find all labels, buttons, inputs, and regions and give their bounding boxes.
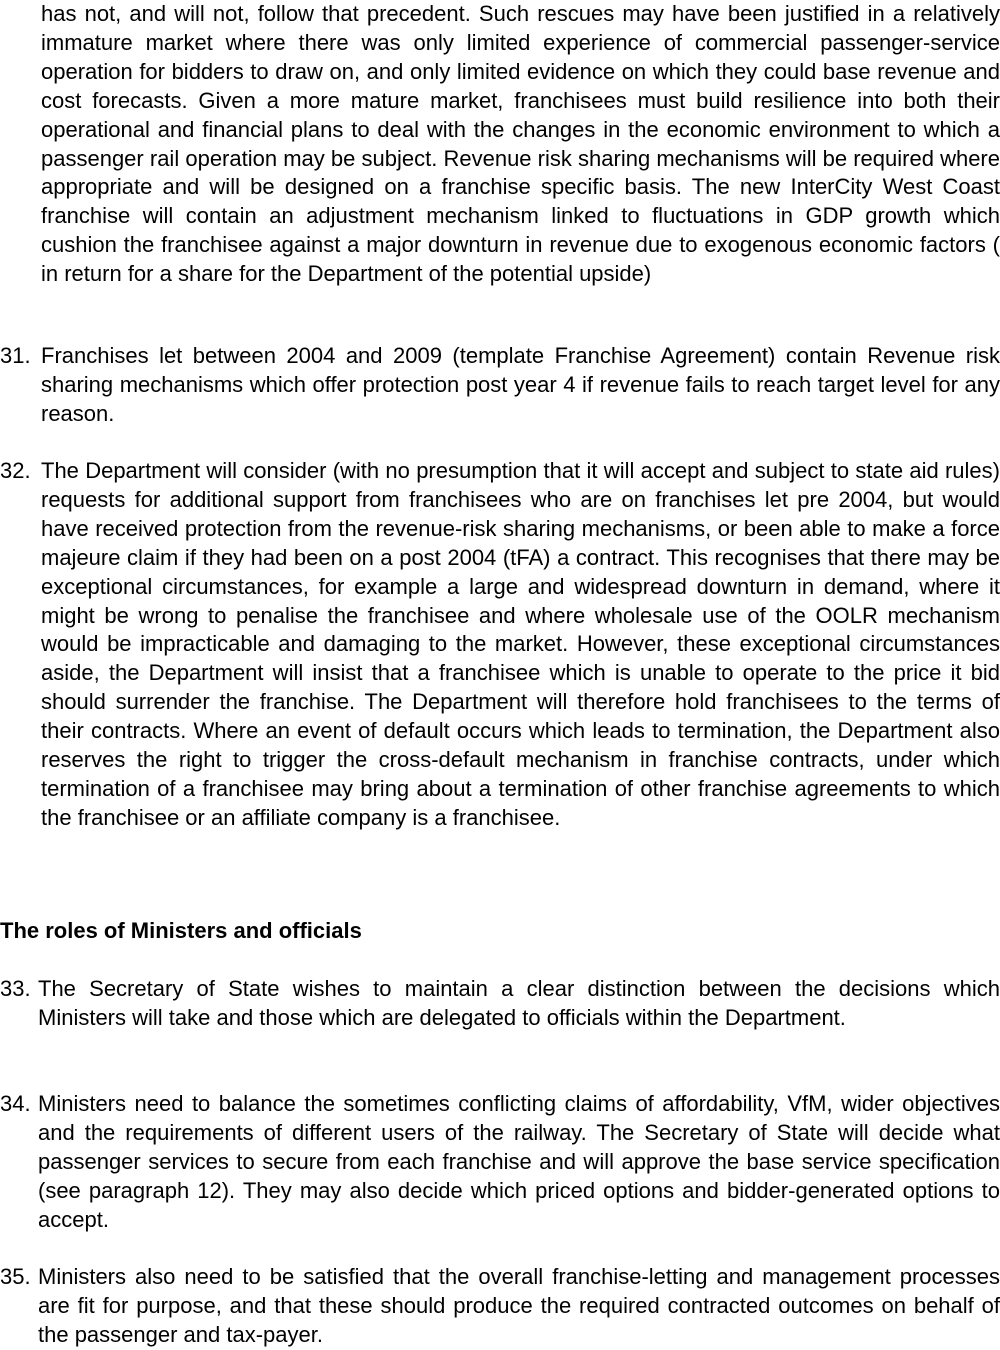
- paragraph-number: 33.: [0, 976, 31, 1001]
- paragraph-text: Ministers also need to be satisfied that the overall franchise-letting and management processes are fit for purpose, and that these should produce the required contracted outcomes on behalf of the passenger and tax-payer.: [38, 1264, 1000, 1347]
- paragraph-32: [0, 457, 1000, 833]
- paragraph-number: 35.: [0, 1264, 31, 1289]
- paragraph-35: [0, 1263, 1000, 1350]
- paragraph-text: The Secretary of State wishes to maintain a clear distinction between the decisions which Ministers will take and those which are delegated to officials within the Department.: [38, 976, 1000, 1030]
- paragraph-number: 32.: [0, 458, 31, 483]
- paragraph-text: has not, and will not, follow that precedent. Such rescues may have been justified in a relatively immature market where there was only limited experience of commercial passenger-service operation for bidders to draw on, and only limited evidence on which they could base revenue and cost forecasts. Given a more mature market, franchisees must build resilience into both their operational and financial plans to deal with the changes in the economic environment to which a passenger rail operation may be subject. Revenue risk sharing mechanisms will be required where appropriate and will be designed on a franchise specific basis. The new InterCity West Coast franchise will contain an adjustment mechanism linked to fluctuations in GDP growth which cushion the franchisee against a major downturn in revenue due to exogenous economic factors ( in return for a share for the Department of the potential upside): [41, 1, 1000, 287]
- paragraph-30-continuation: [0, 0, 1000, 289]
- paragraph-34: [0, 1090, 1000, 1235]
- paragraph-text: Franchises let between 2004 and 2009 (template Franchise Agreement) contain Revenue risk sharing mechanisms which offer protection post year 4 if revenue fails to reach target level for any reason.: [41, 343, 1000, 426]
- paragraph-number: 34.: [0, 1091, 31, 1116]
- paragraph-33: [0, 975, 1000, 1033]
- paragraph-text: The Department will consider (with no presumption that it will accept and subject to state aid rules) requests for additional support from franchisees who are on franchises let pre 2004, but would have received protection from the revenue-risk sharing mechanisms, or been able to make a force majeure claim if they had been on a post 2004 (tFA) a contract. This recognises that there may be exceptional circumstances, for example a large and widespread downturn in demand, where it might be wrong to penalise the franchisee and where wholesale use of the OOLR mechanism would be impracticable and damaging to the market. However, these exceptional circumstances aside, the Department will insist that a franchisee which is unable to operate to the price it bid should surrender the franchise. The Department will therefore hold franchisees to the terms of their contracts. Where an event of default occurs which leads to termination, the Department also reserves the right to trigger the cross-default mechanism in franchise contracts, under which termination of a franchisee may bring about a termination of other franchise agreements to which the franchisee or an affiliate company is a franchisee.: [41, 458, 1000, 830]
- paragraph-number: 31.: [0, 343, 31, 368]
- section-heading: The roles of Ministers and officials: [0, 918, 362, 943]
- paragraph-text: Ministers need to balance the sometimes conflicting claims of affordability, VfM, wider objectives and the requirements of different users of the railway. The Secretary of State will decide what passenger services to secure from each franchise and will approve the base service specification (see paragraph 12). They may also decide which priced options and bidder-generated options to accept.: [38, 1091, 1000, 1232]
- paragraph-31: [0, 342, 1000, 429]
